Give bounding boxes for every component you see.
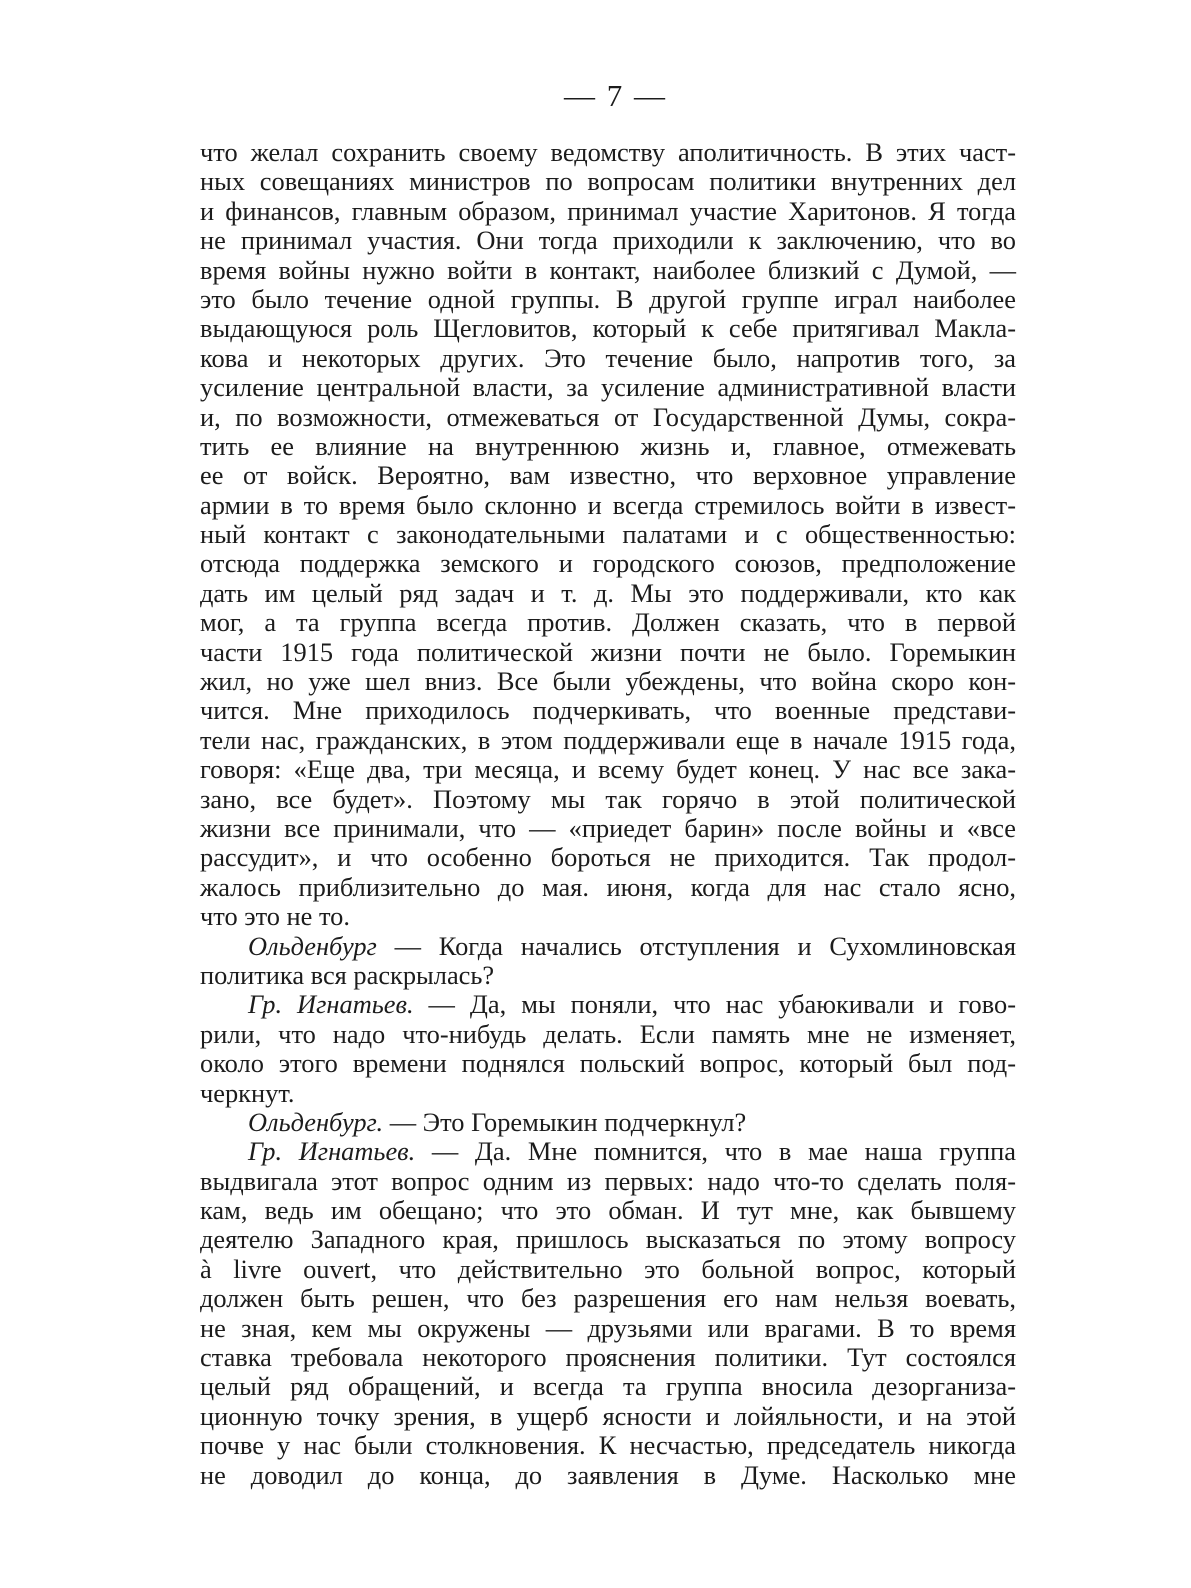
speaker-name: Гр. Игнатьев. [248,989,414,1020]
text-line: выдвигала этот вопрос одним из первых: надо что-то сделать поля- [200,1165,1016,1196]
text-line: жизни все принимали, что — «приедет барин» после войны и «все [200,812,1016,843]
speech-text: — Когда начались отступления и Сухомлиновская [376,930,1016,961]
text-line: зано, все будет». Поэтому мы так горячо в этой политической [200,783,1016,814]
text-line: целый ряд обращений, и всегда та группа вносила дезорганиза- [200,1371,1016,1402]
text-line: должен быть решен, что без разрешения его нам нельзя воевать, [200,1283,1016,1314]
text-line: усиление центральной власти, за усиление административной власти [200,372,1016,403]
text-line: ных совещаниях министров по вопросам политики внутренних дел [200,166,1016,197]
text-line: деятелю Западного края, пришлось высказаться по этому вопросу [200,1224,1016,1255]
text-line: почве у нас были столкновения. К несчастью, председатель никогда [200,1430,1016,1461]
text-line: кам, ведь им обещано; что это обман. И тут мне, как бывшему [200,1195,1016,1226]
text-line: рассудит», и что особенно бороться не приходится. Так продол- [200,842,1016,873]
text-line: чится. Мне приходилось подчеркивать, что военные представи- [200,695,1016,726]
text-line: выдающуюся роль Щегловитов, который к себе притягивал Макла- [200,313,1016,344]
text-line: время войны нужно войти в контакт, наиболее близкий с Думой, — [200,254,1016,285]
speaker-name: Гр. Игнатьев. [248,1136,416,1167]
text-line: ционную точку зрения, в ущерб ясности и лойяльности, и на этой [200,1400,1016,1431]
speech-text: — Это Горемыкин подчеркнул? [383,1106,747,1137]
text-line [200,1108,1016,1137]
text-line: это было течение одной группы. В другой группе играл наиболее [200,283,1016,314]
speech-text: — Да. Мне помнится, что в мае наша группа [415,1136,1016,1167]
text-line [200,990,1016,1019]
text-line: говоря: «Еще два, три месяца, и всему будет конец. У нас все зака- [200,754,1016,785]
text-line: не зная, кем мы окружены — друзьями или врагами. В то время [200,1312,1016,1343]
text-line: тить ее влияние на внутреннюю жизнь и, главное, отмежевать [200,430,1016,461]
text-line: армии в то время было склонно и всегда стремилось войти в извест- [200,489,1016,520]
speaker-name: Ольденбург. [248,1106,384,1137]
text-line: рили, что надо что-нибудь делать. Если память мне не изменяет, [200,1018,1016,1049]
text-line: ее от войск. Вероятно, вам известно, что верховное управление [200,460,1016,491]
page-number: — 7 — [564,78,667,113]
speech-text: — Да, мы поняли, что нас убаюкивали и гово- [413,989,1016,1020]
text-line [200,1137,1016,1166]
text-line [200,932,1016,961]
text-line: около этого времени поднялся польский вопрос, который был под- [200,1048,1016,1079]
text-line: что желал сохранить своему ведомству аполитичность. В этих част- [200,137,1016,167]
speaker-name: Ольденбург [248,930,377,961]
text-line: не принимал участия. Они тогда приходили к заключению, что во [200,225,1016,256]
text-line: и, по возможности, отмежеваться от Государственной Думы, сокра- [200,401,1016,432]
text-line: à livre ouvert, что действительно это больной вопрос, который [200,1253,1016,1284]
text-line: дать им целый ряд задач и т. д. Мы это поддерживали, кто как [200,577,1016,608]
text-line: ный контакт с законодательными палатами и с общественностью: [200,519,1016,550]
text-line: мог, а та группа всегда против. Должен сказать, что в первой [200,607,1016,638]
text-line: кова и некоторых других. Это течение было, напротив того, за [200,342,1016,373]
text-line: ставка требовала некоторого прояснения политики. Тут состоялся [200,1342,1016,1373]
text-line: тели нас, гражданских, в этом поддерживали еще в начале 1915 года, [200,724,1016,755]
text-line: политика вся раскрылась? [200,959,495,990]
text-line: черкнут. [200,1077,295,1108]
text-line: жалось приблизительно до мая. июня, когда для нас стало ясно, [200,871,1016,902]
text-line: части 1915 года политической жизни почти не было. Горемыкин [200,636,1016,667]
body-text [200,138,1016,1490]
text-line: жил, но уже шел вниз. Все были убеждены, что война скоро кон- [200,666,1016,697]
text-line: не доводил до конца, до заявления в Думе. Насколько мне [200,1459,1016,1490]
text-line: отсюда поддержка земского и городского союзов, предположение [200,548,1016,579]
text-line: и финансов, главным образом, принимал участие Харитонов. Я тогда [200,195,1016,226]
text-line: что это не то. [200,901,350,932]
